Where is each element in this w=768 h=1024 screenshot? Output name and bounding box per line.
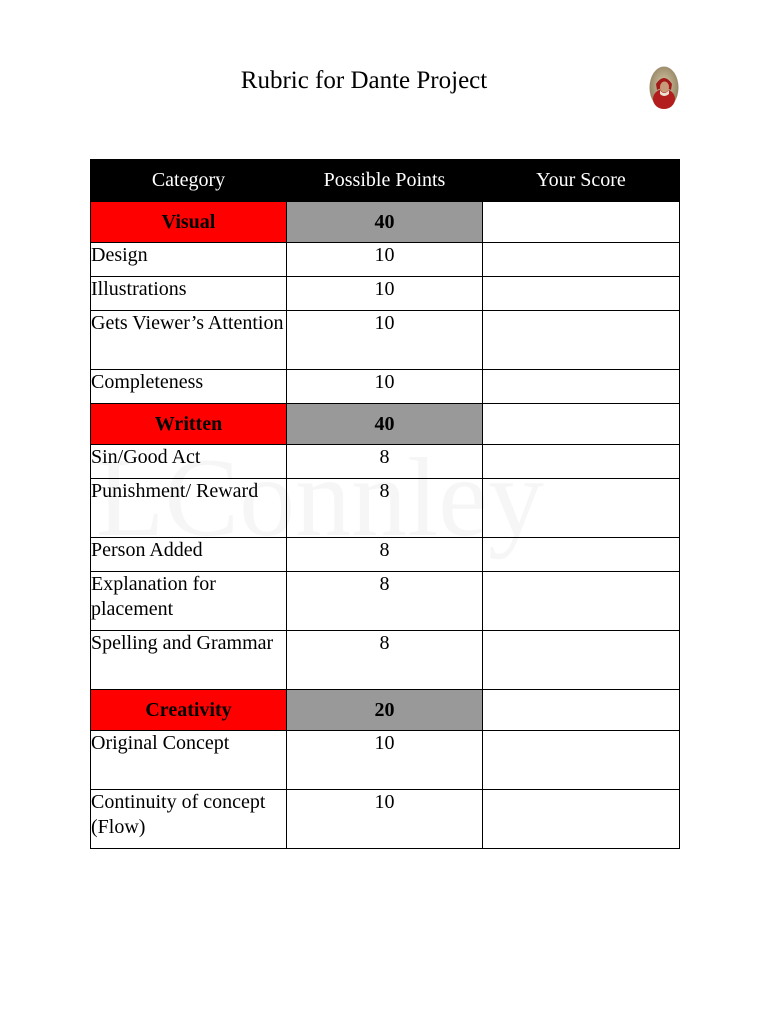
- section-points: 20: [287, 690, 483, 731]
- score-cell[interactable]: [483, 202, 680, 243]
- points-cell: 8: [287, 572, 483, 631]
- section-name: Visual: [91, 202, 287, 243]
- category-cell: Gets Viewer’s Attention: [91, 311, 287, 370]
- score-cell[interactable]: [483, 243, 680, 277]
- category-cell: Illustrations: [91, 277, 287, 311]
- table-row: [91, 370, 680, 404]
- table-row: [91, 479, 680, 538]
- points-cell: 10: [287, 311, 483, 370]
- category-cell: Sin/Good Act: [91, 445, 287, 479]
- section-name: Written: [91, 404, 287, 445]
- category-cell: Completeness: [91, 370, 287, 404]
- table-row: [91, 790, 680, 849]
- score-cell[interactable]: [483, 731, 680, 790]
- points-cell: 10: [287, 243, 483, 277]
- section-row-written: [91, 404, 680, 445]
- table-row: [91, 445, 680, 479]
- table-row: [91, 538, 680, 572]
- points-cell: 8: [287, 538, 483, 572]
- score-cell[interactable]: [483, 538, 680, 572]
- score-cell[interactable]: [483, 445, 680, 479]
- section-points: 40: [287, 404, 483, 445]
- table-header-row: [91, 160, 680, 202]
- category-cell: Person Added: [91, 538, 287, 572]
- category-cell: Explanation for placement: [91, 572, 287, 631]
- score-cell[interactable]: [483, 370, 680, 404]
- table-row: [91, 631, 680, 690]
- page-title: Rubric for Dante Project: [240, 67, 488, 94]
- score-cell[interactable]: [483, 479, 680, 538]
- header-your-score: Your Score: [483, 160, 680, 202]
- score-cell[interactable]: [483, 690, 680, 731]
- score-cell[interactable]: [483, 311, 680, 370]
- section-row-creativity: [91, 690, 680, 731]
- header-category: Category: [91, 160, 287, 202]
- category-cell: Original Concept: [91, 731, 287, 790]
- score-cell[interactable]: [483, 790, 680, 849]
- section-name: Creativity: [91, 690, 287, 731]
- points-cell: 10: [287, 370, 483, 404]
- rubric-table: [90, 159, 680, 849]
- score-cell[interactable]: [483, 572, 680, 631]
- category-cell: Continuity of concept (Flow): [91, 790, 287, 849]
- table-row: [91, 731, 680, 790]
- table-row: [91, 277, 680, 311]
- section-points: 40: [287, 202, 483, 243]
- score-cell[interactable]: [483, 277, 680, 311]
- category-cell: Design: [91, 243, 287, 277]
- table-row: [91, 572, 680, 631]
- points-cell: 10: [287, 790, 483, 849]
- points-cell: 10: [287, 277, 483, 311]
- score-cell[interactable]: [483, 631, 680, 690]
- category-cell: Spelling and Grammar: [91, 631, 287, 690]
- dante-portrait-icon: [649, 66, 679, 109]
- category-cell: Punishment/ Reward: [91, 479, 287, 538]
- points-cell: 8: [287, 479, 483, 538]
- section-row-visual: [91, 202, 680, 243]
- table-row: [91, 243, 680, 277]
- points-cell: 10: [287, 731, 483, 790]
- table-row: [91, 311, 680, 370]
- points-cell: 8: [287, 631, 483, 690]
- header-possible-points: Possible Points: [287, 160, 483, 202]
- points-cell: 8: [287, 445, 483, 479]
- score-cell[interactable]: [483, 404, 680, 445]
